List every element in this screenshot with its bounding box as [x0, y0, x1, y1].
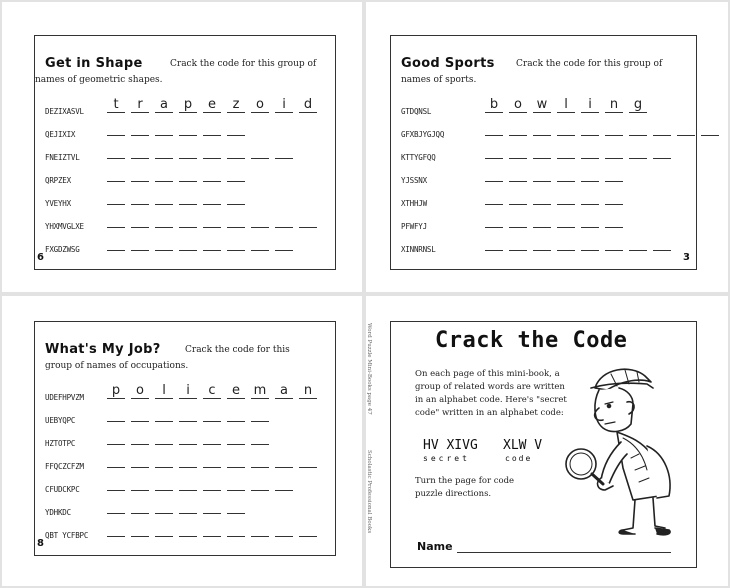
answer-blanks — [107, 407, 269, 422]
code-word: YHXMVGLXE — [45, 222, 84, 231]
answer-blank[interactable] — [155, 167, 173, 182]
code-word: QRPZEX — [45, 176, 71, 185]
answer-blank[interactable] — [251, 213, 269, 228]
answer-blank[interactable]: g — [629, 98, 647, 113]
answer-blank[interactable] — [107, 236, 125, 251]
answer-blank[interactable] — [557, 213, 575, 228]
answer-blank[interactable] — [275, 144, 293, 159]
answer-blank[interactable] — [179, 407, 197, 422]
detective-illustration — [561, 358, 691, 538]
answer-blank[interactable] — [179, 430, 197, 445]
answer-blanks — [107, 167, 245, 182]
code-label: code — [505, 454, 533, 463]
answer-blank[interactable] — [179, 476, 197, 491]
answer-blank[interactable]: r — [131, 98, 149, 113]
code-word: KTTYGFQQ — [401, 153, 436, 162]
answer-blank[interactable] — [107, 522, 125, 537]
answer-blank[interactable]: c — [203, 384, 221, 399]
puzzle-row — [45, 169, 325, 185]
answer-blank[interactable] — [485, 121, 503, 136]
answer-blank[interactable] — [251, 236, 269, 251]
answer-blanks — [485, 213, 623, 228]
answer-blank[interactable] — [275, 522, 293, 537]
answer-blank[interactable]: z — [227, 98, 245, 113]
answer-blank[interactable]: o — [509, 98, 527, 113]
answer-blank[interactable]: a — [155, 98, 173, 113]
answer-blank[interactable] — [299, 453, 317, 468]
answer-blank[interactable]: l — [557, 98, 575, 113]
page-cover — [390, 321, 697, 568]
answer-blank[interactable] — [485, 190, 503, 205]
page-whats-my-job — [34, 321, 336, 556]
answer-blank[interactable] — [485, 167, 503, 182]
answer-blank[interactable]: i — [275, 98, 293, 113]
answer-blank[interactable] — [275, 476, 293, 491]
answer-blanks — [485, 167, 623, 182]
answer-blank[interactable] — [131, 144, 149, 159]
puzzle-row — [45, 123, 325, 139]
answer-blank[interactable] — [107, 407, 125, 422]
answer-blank[interactable] — [605, 144, 623, 159]
answer-blank[interactable]: n — [605, 98, 623, 113]
puzzle-row — [45, 409, 325, 425]
answer-blank[interactable]: m — [251, 384, 269, 399]
code-word: YDHKDC — [45, 508, 71, 517]
answer-blank[interactable] — [203, 213, 221, 228]
cover-instructions: On each page of this mini-book, a group of related words are written in an alphabet code. Here's "secret code" written in an alphabet code: — [415, 369, 567, 418]
secret-label: secret — [423, 454, 470, 463]
page-number: 6 — [37, 252, 44, 263]
answer-blanks — [107, 213, 317, 228]
name-line[interactable] — [457, 552, 671, 553]
page-good-sports — [390, 35, 697, 270]
instructions: Crack the code for this group of names of geometric shapes. — [35, 59, 317, 85]
code-word: YVEYHX — [45, 199, 71, 208]
code-word: HZTOTPC — [45, 439, 76, 448]
answer-blank[interactable] — [155, 430, 173, 445]
answer-blank[interactable] — [203, 407, 221, 422]
answer-blank[interactable] — [155, 144, 173, 159]
code-word: UDEFHPVZM — [45, 393, 84, 402]
puzzle-row — [45, 97, 325, 116]
answer-blank[interactable] — [299, 213, 317, 228]
puzzle-row — [401, 146, 681, 162]
answer-blank[interactable] — [227, 236, 245, 251]
answer-blank[interactable]: w — [533, 98, 551, 113]
answer-blank[interactable] — [581, 236, 599, 251]
answer-blank[interactable] — [203, 430, 221, 445]
answer-blank[interactable] — [533, 236, 551, 251]
answer-blank[interactable] — [131, 190, 149, 205]
answer-blank[interactable] — [131, 407, 149, 422]
puzzle-row — [45, 383, 325, 402]
code-word: DEZIXASVL — [45, 107, 84, 116]
answer-blank[interactable] — [131, 522, 149, 537]
answer-blank[interactable] — [605, 190, 623, 205]
answer-blank[interactable] — [227, 430, 245, 445]
code-word: FFQCZCFZM — [45, 462, 84, 471]
puzzle-row — [401, 123, 681, 139]
answer-blank[interactable] — [203, 522, 221, 537]
answer-blank[interactable] — [485, 213, 503, 228]
answer-blank[interactable] — [629, 144, 647, 159]
answer-blank[interactable] — [227, 144, 245, 159]
answer-blank[interactable] — [155, 476, 173, 491]
puzzle-row — [45, 192, 325, 208]
answer-blank[interactable] — [533, 167, 551, 182]
answer-blank[interactable] — [131, 499, 149, 514]
answer-blank[interactable] — [509, 213, 527, 228]
cover-title: Crack the Code — [435, 328, 628, 353]
answer-blank[interactable] — [581, 121, 599, 136]
answer-blank[interactable] — [533, 144, 551, 159]
page-title: What's My Job? — [45, 342, 161, 357]
code-word: QEJIXIX — [45, 130, 76, 139]
answer-blank[interactable] — [581, 190, 599, 205]
answer-blanks — [485, 144, 671, 159]
answer-blank[interactable] — [557, 190, 575, 205]
answer-blank[interactable] — [179, 144, 197, 159]
answer-blank[interactable] — [179, 190, 197, 205]
puzzle-row — [401, 97, 681, 116]
answer-blank[interactable] — [227, 499, 245, 514]
answer-blank[interactable]: b — [485, 98, 503, 113]
answer-blank[interactable] — [107, 190, 125, 205]
answer-blanks — [107, 476, 293, 491]
answer-blank[interactable] — [227, 407, 245, 422]
page-number: 3 — [683, 252, 690, 263]
answer-blank[interactable] — [251, 522, 269, 537]
answer-blank[interactable]: p — [179, 98, 197, 113]
answer-blank[interactable] — [203, 144, 221, 159]
answer-blank[interactable] — [179, 213, 197, 228]
answer-blank[interactable]: i — [581, 98, 599, 113]
answer-blank[interactable]: o — [251, 98, 269, 113]
answer-blank[interactable] — [131, 476, 149, 491]
answer-blank[interactable] — [131, 121, 149, 136]
answer-blanks — [107, 98, 317, 113]
answer-blank[interactable] — [107, 453, 125, 468]
answer-blank[interactable] — [509, 121, 527, 136]
answer-blank[interactable] — [533, 190, 551, 205]
answer-blank[interactable] — [179, 236, 197, 251]
answer-blank[interactable]: l — [155, 384, 173, 399]
puzzle-row — [401, 238, 681, 254]
answer-blank[interactable] — [557, 236, 575, 251]
answer-blank[interactable] — [605, 236, 623, 251]
answer-blank[interactable] — [107, 213, 125, 228]
answer-blank[interactable] — [251, 453, 269, 468]
answer-blank[interactable] — [485, 144, 503, 159]
puzzle-row — [45, 215, 325, 231]
answer-blank[interactable] — [155, 522, 173, 537]
code-word: XINNRNSL — [401, 245, 436, 254]
answer-blank[interactable] — [203, 190, 221, 205]
answer-blank[interactable] — [179, 121, 197, 136]
name-label: Name — [417, 540, 453, 553]
puzzle-row — [45, 501, 325, 517]
answer-blanks — [107, 430, 269, 445]
answer-blanks — [107, 144, 293, 159]
puzzle-row — [45, 478, 325, 494]
answer-blank[interactable] — [155, 190, 173, 205]
answer-blank[interactable] — [131, 167, 149, 182]
answer-blank[interactable] — [203, 499, 221, 514]
answer-blanks — [107, 121, 245, 136]
instructions: Crack the code for this group of names of sports. — [401, 59, 663, 85]
answer-blank[interactable] — [227, 476, 245, 491]
answer-blank[interactable]: o — [131, 384, 149, 399]
answer-blank[interactable] — [251, 407, 269, 422]
answer-blank[interactable] — [557, 144, 575, 159]
puzzle-row — [45, 524, 325, 540]
code-word: PFWFYJ — [401, 222, 427, 231]
answer-blanks — [485, 98, 647, 113]
answer-blank[interactable]: e — [227, 384, 245, 399]
answer-blank[interactable] — [605, 213, 623, 228]
answer-blank[interactable] — [227, 167, 245, 182]
answer-blank[interactable] — [131, 236, 149, 251]
code-word: FNEIZTVL — [45, 153, 80, 162]
answer-blank[interactable] — [533, 121, 551, 136]
answer-blank[interactable] — [299, 522, 317, 537]
answer-blank[interactable] — [227, 121, 245, 136]
answer-blank[interactable] — [509, 144, 527, 159]
answer-blank[interactable] — [629, 236, 647, 251]
answer-blank[interactable] — [557, 167, 575, 182]
answer-blank[interactable] — [107, 144, 125, 159]
code-word: GFXBJYGJQQ — [401, 130, 445, 139]
answer-blank[interactable] — [653, 236, 671, 251]
answer-blanks — [107, 236, 293, 251]
answer-blank[interactable] — [155, 407, 173, 422]
answer-blank[interactable] — [509, 236, 527, 251]
puzzle-row — [401, 169, 681, 185]
puzzle-row — [401, 215, 681, 231]
answer-blank[interactable]: t — [107, 98, 125, 113]
answer-blank[interactable] — [179, 167, 197, 182]
answer-blank[interactable]: i — [179, 384, 197, 399]
answer-blank[interactable] — [605, 167, 623, 182]
answer-blank[interactable] — [131, 430, 149, 445]
answer-blanks — [107, 522, 317, 537]
code-word: QBT YCFBPC — [45, 531, 89, 540]
answer-blanks — [107, 190, 245, 205]
answer-blank[interactable] — [131, 453, 149, 468]
turn-page-instructions: Turn the page for code puzzle directions. — [415, 476, 515, 499]
answer-blank[interactable] — [203, 453, 221, 468]
answer-blank[interactable] — [509, 167, 527, 182]
sidebar-caption: Scholastic Professional Books — [366, 450, 372, 534]
answer-blank[interactable] — [227, 522, 245, 537]
sidebar-caption: Word Puzzle Mini-Books page 47 — [366, 323, 372, 415]
code-word: GTDQNSL — [401, 107, 432, 116]
answer-blank[interactable] — [131, 213, 149, 228]
answer-blank[interactable]: n — [299, 384, 317, 399]
code-word: XTHHJW — [401, 199, 427, 208]
page-get-in-shape — [34, 35, 336, 270]
answer-blank[interactable] — [227, 213, 245, 228]
code-word: CFUDCKPC — [45, 485, 80, 494]
puzzle-row — [45, 146, 325, 162]
answer-blank[interactable] — [653, 121, 671, 136]
instructions: Crack the code for this group of names of occupations. — [45, 345, 290, 371]
answer-blank[interactable] — [179, 453, 197, 468]
answer-blank[interactable] — [155, 499, 173, 514]
answer-blank[interactable] — [605, 121, 623, 136]
answer-blank[interactable]: p — [107, 384, 125, 399]
answer-blank[interactable] — [107, 476, 125, 491]
answer-blank[interactable] — [275, 236, 293, 251]
answer-blank[interactable] — [155, 121, 173, 136]
answer-blank[interactable] — [203, 476, 221, 491]
page-title: Get in Shape — [45, 56, 143, 71]
answer-blank[interactable] — [533, 213, 551, 228]
answer-blanks — [107, 384, 317, 399]
answer-blank[interactable]: e — [203, 98, 221, 113]
answer-blank[interactable] — [203, 121, 221, 136]
answer-blank[interactable] — [251, 144, 269, 159]
answer-blank[interactable] — [653, 144, 671, 159]
answer-blanks — [485, 190, 623, 205]
answer-blank[interactable] — [155, 453, 173, 468]
answer-blank[interactable] — [677, 121, 695, 136]
answer-blanks — [485, 121, 719, 136]
answer-blank[interactable] — [485, 236, 503, 251]
answer-blank[interactable] — [557, 121, 575, 136]
code-example: XLW V — [503, 438, 543, 453]
puzzle-row — [45, 455, 325, 471]
answer-blank[interactable] — [275, 213, 293, 228]
answer-blank[interactable] — [203, 167, 221, 182]
puzzle-row — [45, 432, 325, 448]
answer-blank[interactable] — [155, 213, 173, 228]
answer-blank[interactable] — [251, 476, 269, 491]
puzzle-row — [45, 238, 325, 254]
answer-blanks — [485, 236, 671, 251]
answer-blanks — [107, 499, 245, 514]
answer-blank[interactable] — [629, 121, 647, 136]
answer-blank[interactable] — [275, 453, 293, 468]
answer-blank[interactable]: d — [299, 98, 317, 113]
answer-blank[interactable] — [155, 236, 173, 251]
answer-blank[interactable] — [107, 499, 125, 514]
code-word: YJSSNX — [401, 176, 427, 185]
answer-blank[interactable] — [179, 522, 197, 537]
code-word: FXGDZWSG — [45, 245, 80, 254]
answer-blank[interactable] — [227, 190, 245, 205]
answer-blank[interactable] — [581, 144, 599, 159]
answer-blank[interactable] — [581, 213, 599, 228]
answer-blank[interactable] — [107, 430, 125, 445]
answer-blank[interactable] — [251, 430, 269, 445]
answer-blank[interactable] — [107, 121, 125, 136]
page-title: Good Sports — [401, 56, 495, 71]
answer-blank[interactable] — [179, 499, 197, 514]
answer-blank[interactable] — [581, 167, 599, 182]
answer-blank[interactable]: a — [275, 384, 293, 399]
answer-blanks — [107, 453, 317, 468]
answer-blank[interactable] — [509, 190, 527, 205]
answer-blank[interactable] — [701, 121, 719, 136]
page-number: 8 — [37, 538, 44, 549]
answer-blank[interactable] — [203, 236, 221, 251]
answer-blank[interactable] — [227, 453, 245, 468]
code-word: UEBYQPC — [45, 416, 76, 425]
answer-blank[interactable] — [107, 167, 125, 182]
secret-example: HV XIVG — [423, 438, 478, 453]
puzzle-row — [401, 192, 681, 208]
